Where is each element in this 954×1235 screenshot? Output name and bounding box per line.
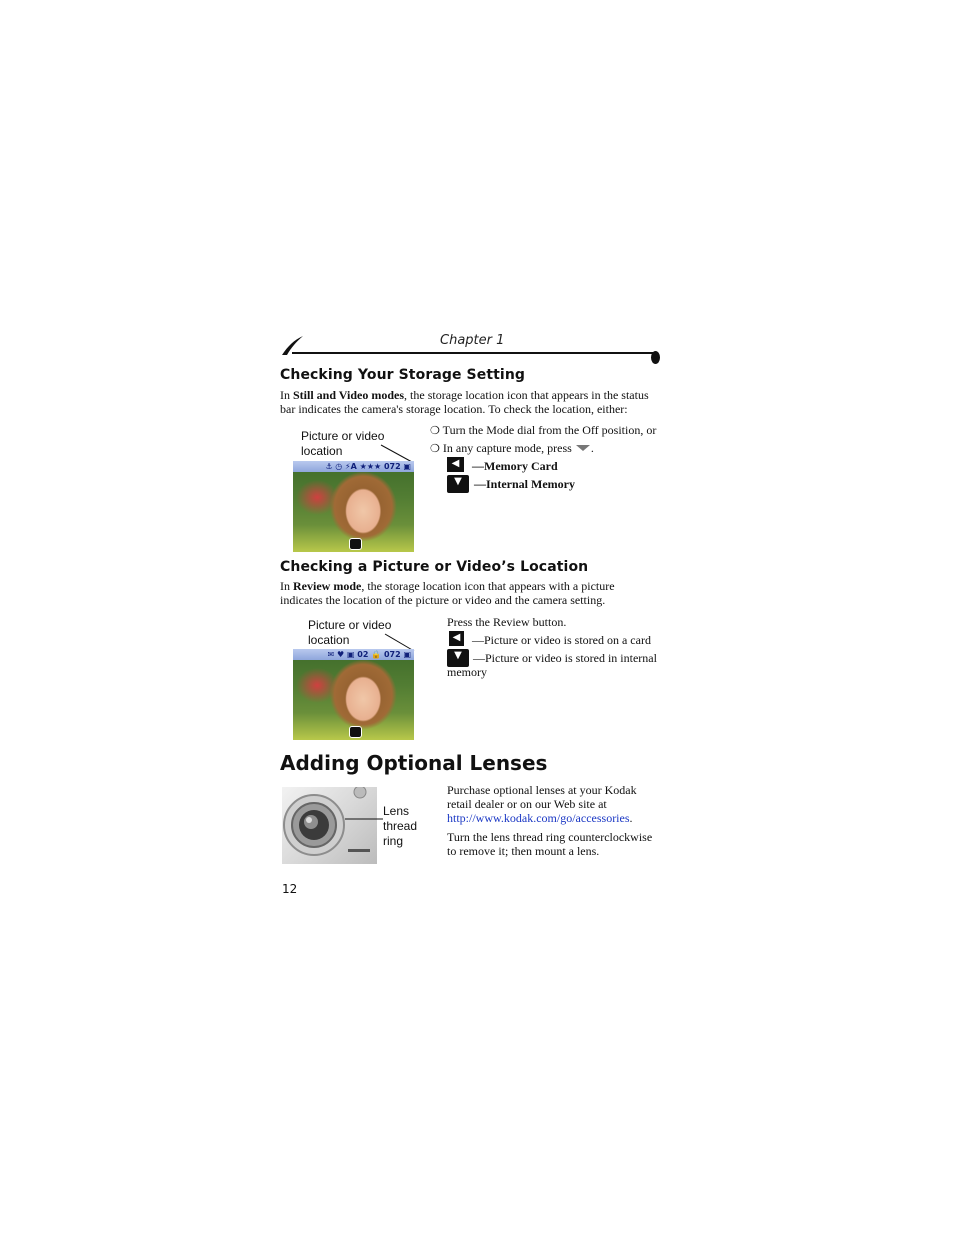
intro-prefix: In — [280, 579, 293, 593]
chapter-label: Chapter 1 — [440, 333, 505, 348]
bullet-circle-icon: ❍ — [430, 424, 440, 437]
down-arrow-icon — [575, 444, 591, 452]
link-suffix: . — [629, 811, 633, 825]
accessories-link[interactable]: http://www.kodak.com/go/accessories — [447, 811, 630, 825]
camera-lens-icon — [282, 787, 377, 864]
lens-photo — [282, 787, 377, 864]
intro-line2: indicates the location of the picture or video and the camera setting. — [280, 593, 606, 607]
callout-line1: Picture or video — [301, 429, 385, 443]
callout-line1: Lens — [383, 804, 410, 818]
lens-callout — [383, 804, 417, 849]
intro-bold: Review mode — [293, 579, 362, 593]
storage-callout — [301, 429, 384, 459]
review-callout — [308, 618, 391, 648]
intro-line2: bar indicates the camera's storage location. To check the location, either: — [280, 402, 628, 416]
internal-memory-icon: ▼ — [447, 475, 469, 493]
lenses-para-2 — [447, 830, 667, 858]
intro-suffix: , the storage location icon that appears with a picture — [361, 579, 615, 593]
review-photo — [293, 649, 414, 740]
bullet-1-text: Turn the Mode dial from the Off position, or — [442, 423, 657, 437]
para1-line1: Purchase optional lenses at your Kodak — [447, 783, 637, 797]
storage-setting-intro — [280, 388, 670, 416]
intro-prefix: In — [280, 388, 293, 402]
bullet-item-2 — [430, 441, 594, 456]
capture-status-bar: ⚓ ◷ ⚡A ★★★ 072 ▣ — [293, 461, 414, 472]
callout-line2: thread — [383, 819, 418, 833]
para2-line1: Turn the lens thread ring counterclockwise — [447, 830, 653, 844]
card-location-icon: ◀ — [449, 631, 464, 646]
callout-line3: ring — [383, 834, 404, 848]
bullet-item-1 — [430, 423, 656, 438]
internal-location-icon: ▼ — [447, 649, 469, 667]
review-status-bar: ✉ ♥ ▣ 02 🔒 072 ▣ — [293, 649, 414, 660]
intro-suffix: , the storage location icon that appears in the status — [404, 388, 649, 402]
review-step: Press the Review button. — [447, 615, 567, 629]
lenses-para-1 — [447, 783, 667, 825]
internal-location-label — [447, 651, 667, 679]
internal-label-line1: —Picture or video is stored in internal — [473, 651, 657, 665]
lenses-heading: Adding Optional Lenses — [280, 751, 548, 775]
picture-location-heading: Checking a Picture or Video’s Location — [280, 559, 589, 575]
header-rule — [292, 352, 656, 354]
intro-bold: Still and Video modes — [293, 388, 405, 402]
memory-card-icon: ◀ — [447, 457, 464, 472]
callout-line1: Picture or video — [308, 618, 392, 632]
picture-location-intro — [280, 579, 670, 607]
internal-memory-label: —Internal Memory — [474, 477, 575, 491]
card-location-label: —Picture or video is stored on a card — [472, 633, 651, 647]
bullet-circle-icon: ❍ — [430, 442, 440, 455]
bullet-2-text: In any capture mode, press — [442, 441, 572, 455]
header-rule-end — [651, 351, 660, 364]
bullet-2-suffix: . — [590, 441, 594, 455]
lens-callout-line — [345, 818, 385, 822]
camera-mode-icon — [349, 538, 362, 550]
capture-photo — [293, 461, 414, 552]
para1-line2: retail dealer or on our Web site at — [447, 797, 607, 811]
internal-label-line2: memory — [447, 665, 487, 679]
callout-line2: location — [308, 633, 350, 647]
memory-card-label: —Memory Card — [472, 459, 558, 473]
review-mode-icon — [349, 726, 362, 738]
storage-setting-heading: Checking Your Storage Setting — [280, 367, 526, 383]
page-number: 12 — [282, 882, 298, 896]
para2-line2: to remove it; then mount a lens. — [447, 844, 600, 858]
callout-line2: location — [301, 444, 343, 458]
